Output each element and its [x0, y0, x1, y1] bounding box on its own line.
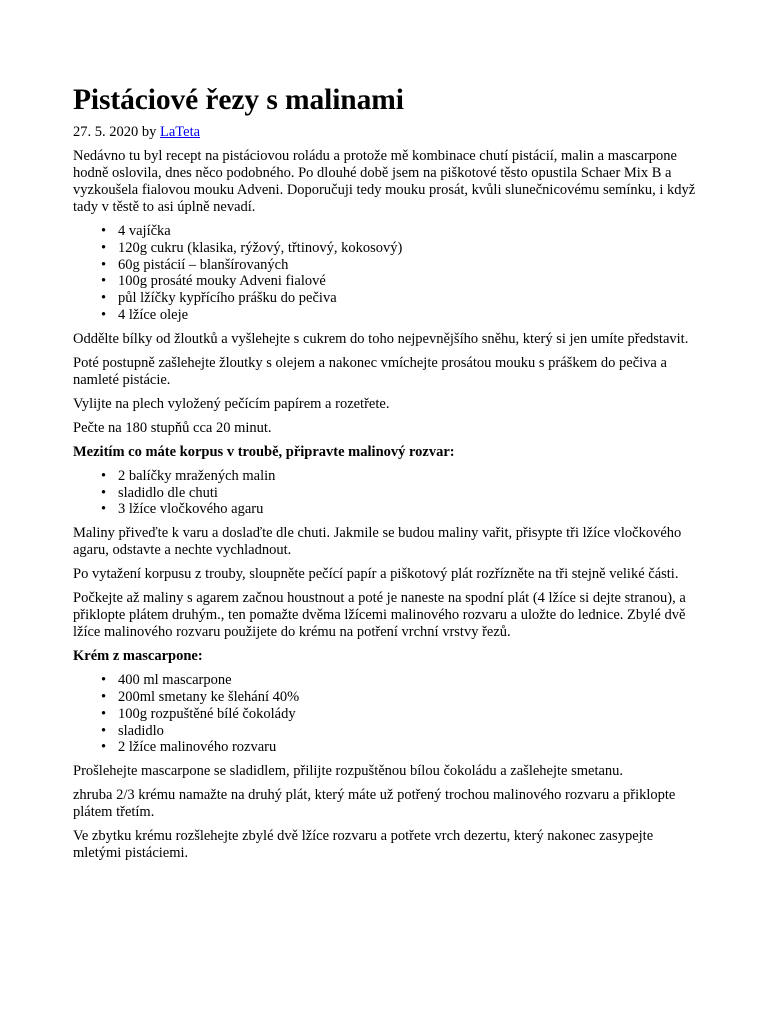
list-item: • 100g rozpuštěné bílé čokolády [118, 706, 698, 723]
step-paragraph: Ve zbytku krému rozšlehejte zbylé dvě lžíce rozvaru a potřete vrch dezertu, který nakonec zasypejte mletými pistáciemi. [73, 828, 654, 862]
step-paragraph: Prošlehejte mascarpone se sladidlem, přilijte rozpuštěnou bílou čokoládu a zašlehejte smetanu. [73, 763, 624, 780]
list-item: • 60g pistácií – blanšírovaných [118, 257, 698, 274]
list-item: • 4 lžíce oleje [118, 307, 698, 324]
publish-date: 27. 5. 2020 [73, 124, 139, 140]
article [73, 82, 698, 869]
author-link[interactable]: LaTeta [160, 124, 201, 140]
list-item: • 3 lžíce vločkového agaru [118, 501, 698, 518]
list-item: • 120g cukru (klasika, rýžový, třtinový, kokosový) [118, 240, 698, 257]
ingredients-list-cream [73, 672, 698, 756]
list-item: • 2 lžíce malinového rozvaru [118, 739, 698, 756]
step-paragraph: Poté postupně zašlehejte žloutky s olejem a nakonec vmíchejte prosátou mouku s práškem do pečiva a namleté pistácie. [73, 354, 667, 388]
ingredients-list-sponge [73, 223, 698, 324]
ingredients-list-raspberry [73, 468, 698, 518]
list-item: • sladidlo [118, 723, 698, 740]
section-heading-cream: Krém z mascarpone: [73, 648, 203, 665]
list-item: • 200ml smetany ke šlehání 40% [118, 689, 698, 706]
list-item: • 400 ml mascarpone [118, 672, 698, 689]
article-meta [73, 124, 698, 141]
step-paragraph: zhruba 2/3 krému namažte na druhý plát, který máte už potřený trochou malinového rozvaru a přiklopte plátem třetím. [73, 787, 676, 821]
intro-paragraph: Nedávno tu byl recept na pistáciovou roládu a protože mě kombinace chutí pistácií, malin a mascarpone hodně oslovila, dnes něco podobného. Po dlouhé době jsem na piškotové těsto opustila Schaer Mix B a vyzkoušela fialovou mouku Adveni. Doporučuji tedy mouku prosát, kvůli slunečnicovému semínku, i když tady v těstě to asi úplně nevadí. [73, 148, 696, 215]
step-paragraph: Počkejte až maliny s agarem začnou houstnout a poté je naneste na spodní plát (4 lžíce si dejte stranou), a přiklopte plátem druhým., ten pomažte dvěma lžícemi malinového rozvaru a uložte do lednice. Zbylé dvě lžíce malinového rozvaru použijete do krému na potření vrchní vrstvy řezů. [73, 590, 686, 641]
list-item: • 4 vajíčka [118, 223, 698, 240]
by-label: by [141, 124, 157, 140]
list-item: • 2 balíčky mražených malin [118, 468, 698, 485]
step-paragraph: Maliny přiveďte k varu a doslaďte dle chuti. Jakmile se budou maliny vařit, přisypte tři lžíce vločkového agaru, odstavte a nechte vychladnout. [73, 525, 682, 559]
list-item: • půl lžíčky kypřícího prášku do pečiva [118, 290, 698, 307]
step-paragraph: Pečte na 180 stupňů cca 20 minut. [73, 419, 272, 436]
step-paragraph: Po vytažení korpusu z trouby, sloupněte pečící papír a piškotový plát rozřízněte na tři stejně veliké části. [73, 566, 679, 583]
step-paragraph: Oddělte bílky od žloutků a vyšlehejte s cukrem do toho nejpevnějšího sněhu, který si jen umíte představit. [73, 330, 689, 347]
list-item: • 100g prosáté mouky Adveni fialové [118, 273, 698, 290]
step-paragraph: Vylijte na plech vyložený pečícím papírem a rozetřete. [73, 395, 390, 412]
list-item: • sladidlo dle chuti [118, 485, 698, 502]
article-title: Pistáciové řezy s malinami [73, 84, 404, 116]
section-heading-raspberry: Mezitím co máte korpus v troubě, připravte malinový rozvar: [73, 443, 455, 460]
